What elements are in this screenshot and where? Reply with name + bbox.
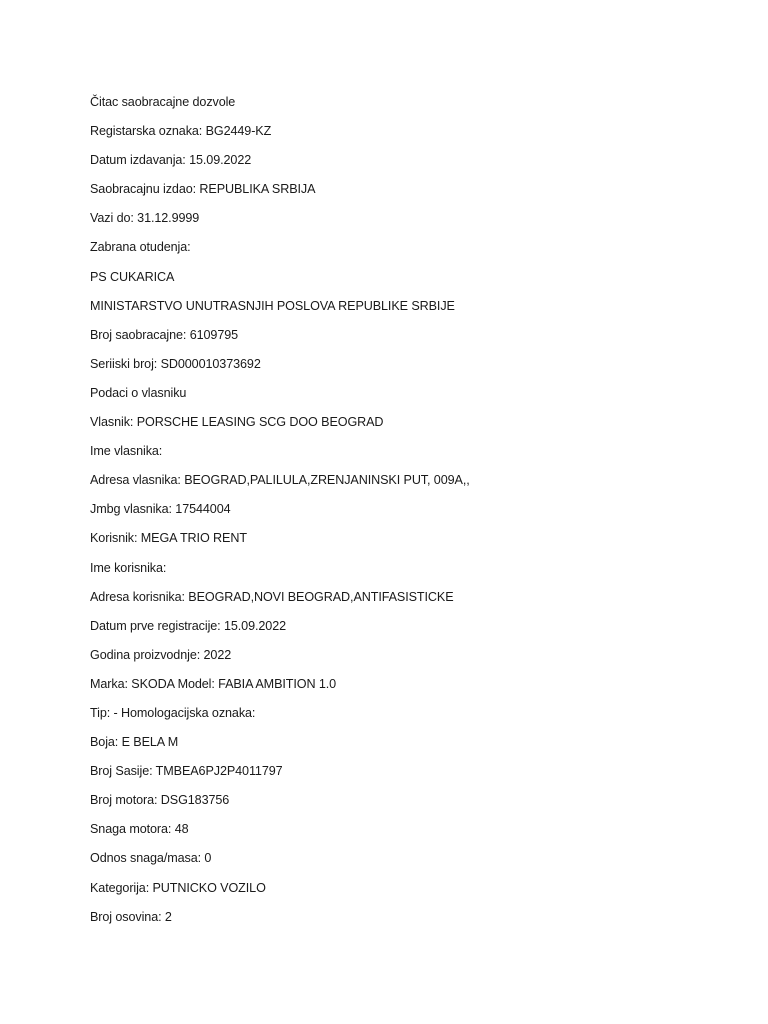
ministry-line: MINISTARSTVO UNUTRASNJIH POSLOVA REPUBLIKE SRBIJE [90,298,455,313]
make-model-line: Marka: SKODA Model: FABIA AMBITION 1.0 [90,676,337,691]
valid-until-line: Vazi do: 31.12.9999 [90,211,200,226]
production-year-line: Godina proizvodnje: 2022 [90,647,232,662]
issuer-line: Saobracajnu izdao: REPUBLIKA SRBIJA [90,182,316,197]
alienation-ban-line: Zabrana otudenja: [90,240,191,255]
registration-plate-line: Registarska oznaka: BG2449-KZ [90,124,272,139]
first-registration-line: Datum prve registracije: 15.09.2022 [90,618,287,633]
owner-section-heading: Podaci o vlasniku [90,385,187,400]
document-page [90,88,730,932]
police-station-line: PS CUKARICA [90,269,175,284]
color-line: Boja: E BELA M [90,735,179,750]
owner-address-line: Adresa vlasnika: BEOGRAD,PALILULA,ZRENJANINSKI PUT, 009A,, [90,473,470,488]
engine-power-line: Snaga motora: 48 [90,822,189,837]
type-homologation-line: Tip: - Homologacijska oznaka: [90,705,256,720]
document-title: Čitac saobracajne dozvole [90,95,236,109]
user-name-line: Ime korisnika: [90,560,167,575]
engine-number-line: Broj motora: DSG183756 [90,793,230,808]
serial-number-line: Seriiski broj: SD000010373692 [90,356,261,371]
owner-id-line: Jmbg vlasnika: 17544004 [90,502,231,517]
category-line: Kategorija: PUTNICKO VOZILO [90,880,266,895]
user-line: Korisnik: MEGA TRIO RENT [90,531,247,546]
owner-line: Vlasnik: PORSCHE LEASING SCG DOO BEOGRAD [90,415,384,430]
owner-name-line: Ime vlasnika: [90,444,163,459]
power-mass-ratio-line: Odnos snaga/masa: 0 [90,851,212,866]
user-address-line: Adresa korisnika: BEOGRAD,NOVI BEOGRAD,ANTIFASISTICKE [90,589,454,604]
license-number-line: Broj saobracajne: 6109795 [90,327,239,342]
axle-count-line: Broj osovina: 2 [90,909,172,924]
chassis-number-line: Broj Sasije: TMBEA6PJ2P4011797 [90,764,283,779]
issue-date-line: Datum izdavanja: 15.09.2022 [90,153,252,168]
